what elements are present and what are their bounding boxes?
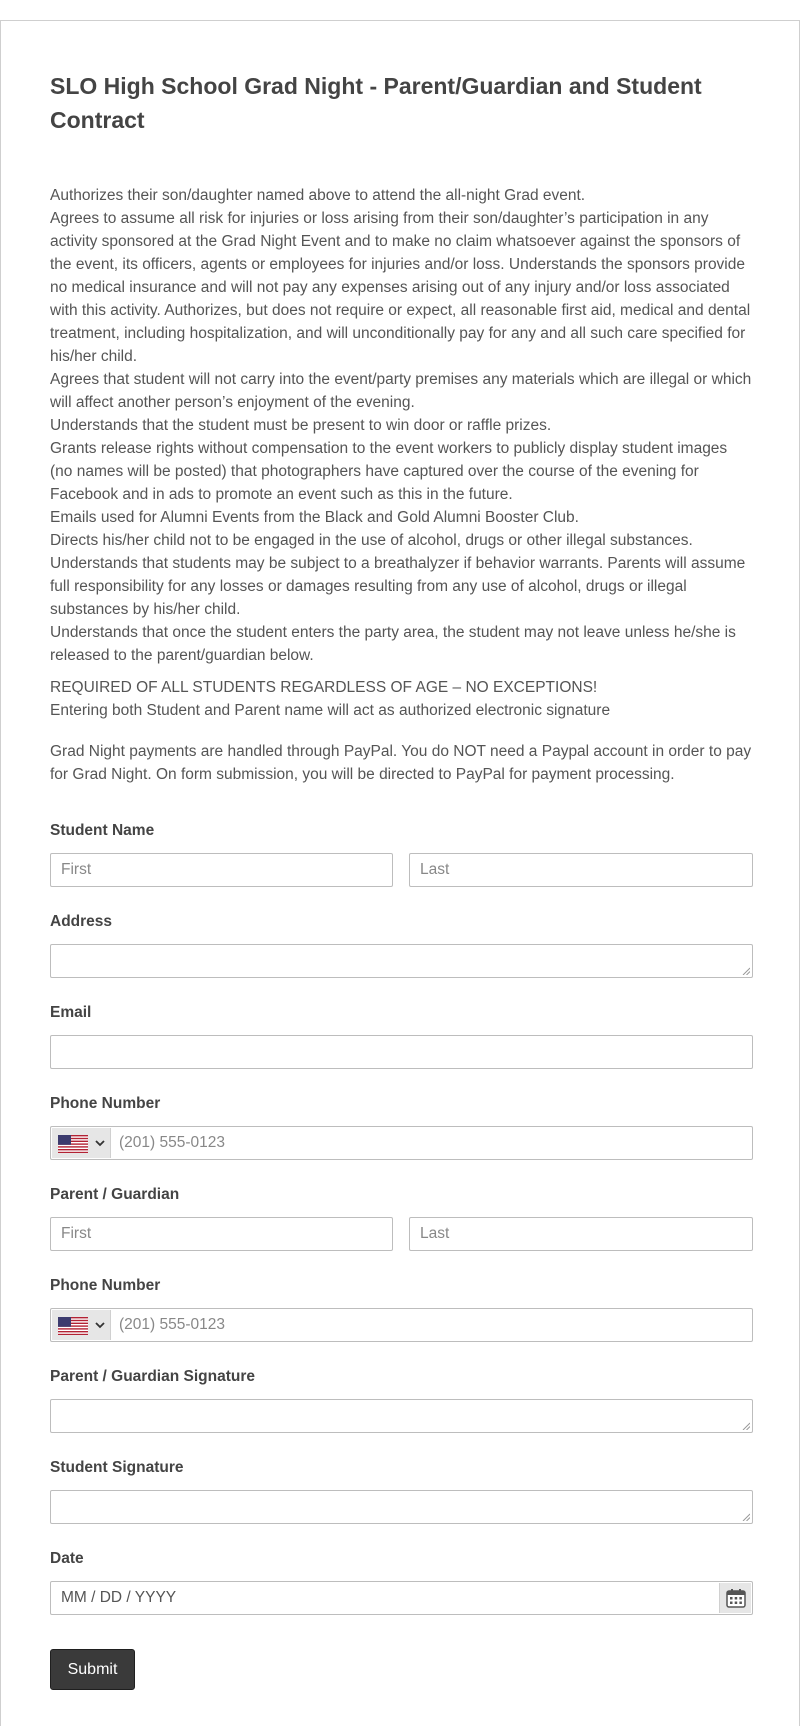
term-item: Understands that students may be subject to a breathalyzer if behavior warrants. Parents will assume full responsibility for any losses or damages resulting from any use of alcohol, drugs or illegal substances by his/her child. <box>50 555 746 618</box>
email-label: Email <box>50 1004 92 1021</box>
student-first-placeholder: First <box>61 861 92 878</box>
term-item: Agrees to assume all risk for injuries or loss arising from their son/daughter’s participation in any activity sponsored at the Grad Night Event and to make no claim whatsoever against the sponsors of the event, its officers, agents or employees for injuries and/or loss. Understands the sponsors provide no medical insurance and will not pay any expenses arising out of any injury and/or loss associated with this activity. Authorizes, but does not require or expect, all reasonable first aid, medical and dental treatment, including hospitalization, and will unconditionally pay for any and all such care specified for his/her child. <box>50 210 751 365</box>
parent-first-placeholder: First <box>61 1225 92 1242</box>
date-input[interactable] <box>50 1581 753 1615</box>
calendar-icon <box>726 1588 746 1608</box>
parent-phone-input[interactable] <box>50 1308 753 1342</box>
resize-grip-icon[interactable] <box>742 967 750 975</box>
page-title: SLO High School Grad Night - Parent/Guardian and Student Contract <box>50 73 702 133</box>
term-item: Agrees that student will not carry into the event/party premises any materials which are illegal or which will affect another person’s enjoyment of the evening. <box>50 371 752 411</box>
student-signature-label: Student Signature <box>50 1459 184 1476</box>
country-selector[interactable] <box>52 1128 111 1158</box>
country-selector[interactable] <box>52 1310 111 1340</box>
chevron-down-icon <box>94 1319 106 1331</box>
resize-grip-icon[interactable] <box>742 1422 750 1430</box>
parent-first-name-input[interactable] <box>50 1217 393 1251</box>
date-label: Date <box>50 1550 84 1567</box>
student-first-name-input[interactable] <box>50 853 393 887</box>
required-notice-block <box>50 676 753 722</box>
submit-button[interactable]: Submit <box>50 1649 135 1690</box>
term-item: Understands that once the student enters the party area, the student may not leave unless he/she is released to the parent/guardian below. <box>50 624 736 664</box>
terms-list <box>50 184 753 667</box>
term-item: Authorizes their son/daughter named above to attend the all-night Grad event. <box>50 187 586 204</box>
term-item: Understands that the student must be present to win door or raffle prizes. <box>50 417 552 434</box>
email-field[interactable] <box>50 1035 753 1069</box>
required-notice: REQUIRED OF ALL STUDENTS REGARDLESS OF AGE – NO EXCEPTIONS! <box>50 679 598 696</box>
term-item: Grants release rights without compensation to the event workers to publicly display student images (no names will be posted) that photographers have captured over the course of the evening for Facebook and in ads to promote an event such as this in the future. <box>50 440 728 503</box>
parent-last-placeholder: Last <box>420 1225 450 1242</box>
address-label: Address <box>50 913 113 930</box>
resize-grip-icon[interactable] <box>742 1513 750 1521</box>
student-last-placeholder: Last <box>420 861 450 878</box>
address-textarea[interactable] <box>50 944 753 978</box>
student-name-label: Student Name <box>50 822 155 839</box>
chevron-down-icon <box>94 1137 106 1149</box>
us-flag-icon <box>58 1317 88 1335</box>
parent-signature-textarea[interactable] <box>50 1399 753 1433</box>
student-phone-label: Phone Number <box>50 1095 161 1112</box>
student-last-name-input[interactable] <box>409 853 753 887</box>
student-signature-textarea[interactable] <box>50 1490 753 1524</box>
date-picker-button[interactable] <box>719 1583 751 1613</box>
parent-phone-placeholder: (201) 555-0123 <box>119 1316 225 1333</box>
term-item: Emails used for Alumni Events from the Black and Gold Alumni Booster Club. <box>50 509 579 526</box>
payment-notice: Grad Night payments are handled through PayPal. You do NOT need a Paypal account in order to pay for Grad Night. On form submission, you will be directed to PayPal for payment processing. <box>50 743 752 783</box>
parent-phone-label: Phone Number <box>50 1277 161 1294</box>
term-item: Directs his/her child not to be engaged in the use of alcohol, drugs or other illegal substances. <box>50 532 693 549</box>
parent-signature-label: Parent / Guardian Signature <box>50 1368 255 1385</box>
parent-last-name-input[interactable] <box>409 1217 753 1251</box>
student-phone-input[interactable] <box>50 1126 753 1160</box>
signature-notice: Entering both Student and Parent name will act as authorized electronic signature <box>50 702 611 719</box>
student-phone-placeholder: (201) 555-0123 <box>119 1134 225 1151</box>
form-card <box>0 20 800 1726</box>
parent-name-label: Parent / Guardian <box>50 1186 180 1203</box>
date-placeholder: MM / DD / YYYY <box>61 1589 177 1606</box>
us-flag-icon <box>58 1135 88 1153</box>
